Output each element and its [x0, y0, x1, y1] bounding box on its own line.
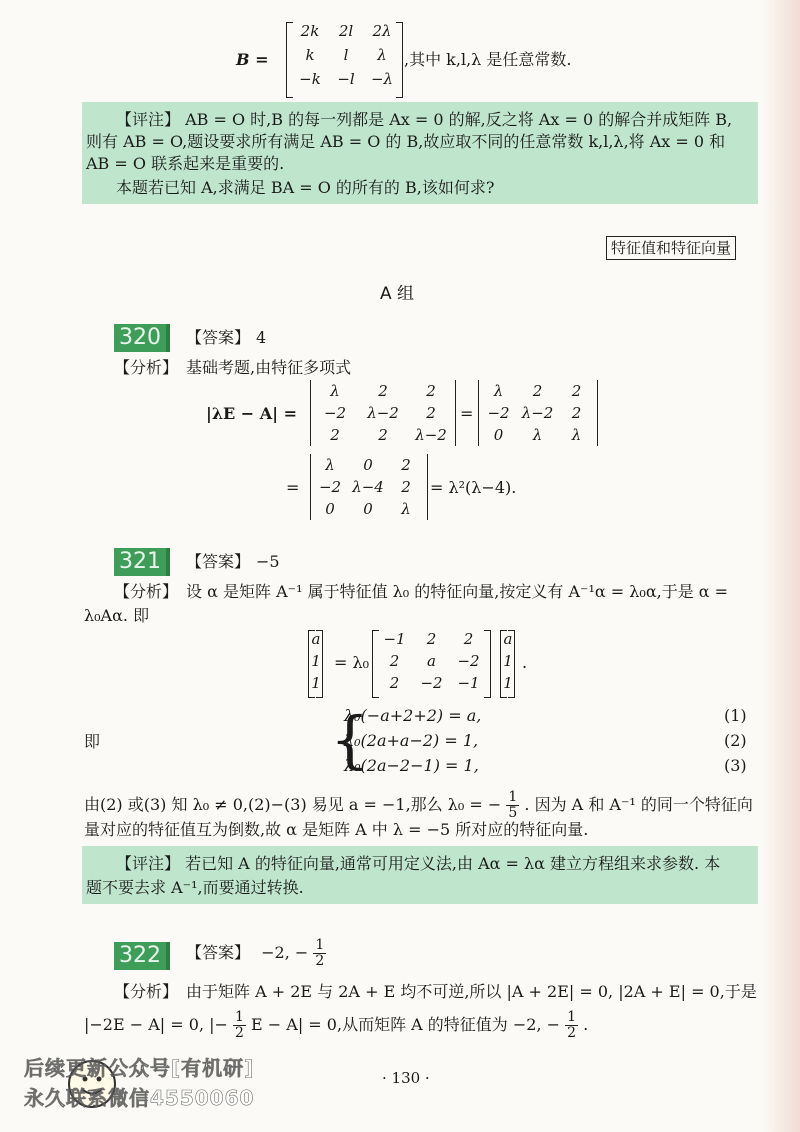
comment2-line2: 题不要去求 A⁻¹,而要通过转换. [86, 878, 304, 897]
matrix-cell: 2λ [372, 22, 392, 40]
matrix-cell: 0 [363, 456, 373, 474]
q321-eqnum2: (2) [724, 731, 747, 750]
matrix-cell: 2 [401, 478, 411, 496]
vector-entry: 1 [503, 652, 513, 670]
q321-eq3: λ₀(2a−2−1) = 1, [344, 756, 479, 775]
fraction-one-fifth [506, 790, 519, 821]
vector-entry: a [311, 630, 321, 648]
matrix-cell: 2 [389, 674, 400, 692]
matrix-cell: λ [532, 426, 543, 444]
q321-conclusion-1 [84, 790, 753, 821]
q321-eqnum1: (1) [724, 706, 747, 725]
matrix-cell: 2 [426, 630, 437, 648]
matrix-cell: λ [325, 456, 335, 474]
matrix-cell: λ [401, 500, 411, 518]
vector-entry: 1 [311, 652, 321, 670]
b-note: ,其中 k,l,λ 是任意常数. [404, 50, 572, 69]
matrix-cell: −k [299, 70, 321, 88]
q321-conc1b: . 因为 A 和 A⁻¹ 的同一个特征向 [524, 795, 753, 814]
fraction-one-half [313, 938, 326, 969]
q322-answer: −2, − [261, 943, 309, 962]
matrix-cell: −l [337, 70, 355, 88]
matrix-cell: 2 [426, 382, 436, 400]
matrix-cell: 2 [426, 404, 436, 422]
matrix-cell: −2 [323, 404, 347, 422]
b-label: B = [236, 50, 269, 69]
watermark-line-1: 后续更新公众号[有机研] [24, 1056, 255, 1080]
matrix-cell: λ [330, 382, 340, 400]
matrix-cell: l [343, 46, 349, 64]
q320-analysis-label: 【分析】 [114, 358, 179, 377]
matrix-cell: λ−2 [521, 404, 554, 422]
comment-box-2 [82, 846, 758, 904]
q322-line2 [84, 1010, 588, 1041]
frac-num: 1 [235, 1009, 244, 1025]
q322-line2b: E − A| = 0,从而矩阵 A 的特征值为 −2, − [251, 1015, 561, 1034]
matrix-cell: 0 [325, 500, 335, 518]
matrix-cell: λ−2 [367, 404, 399, 422]
matrix-cell: λ [571, 426, 582, 444]
frac-den: 5 [508, 805, 518, 821]
comment2-line1: 【评注】 若已知 A 的特征向量,通常可用定义法,由 Aα = λα 建立方程组来求参数. 本 [116, 854, 721, 873]
frac-num: 1 [315, 937, 325, 953]
question-number-320: 320 [114, 324, 170, 352]
q321-answer-label: 【答案】 [186, 552, 251, 571]
q321-eq1: λ₀(−a+2+2) = a, [344, 706, 482, 725]
matrix-cell: 2 [330, 426, 340, 444]
frac-num: 1 [508, 789, 518, 805]
matrix-cell: −2 [457, 652, 480, 670]
comment1-line4: 本题若已知 A,求满足 BA = O 的所有的 B,该如何求? [116, 178, 495, 197]
fraction-one-half-3 [565, 1010, 578, 1041]
page-number: · 130 · [382, 1069, 430, 1087]
q320-eq2: = [286, 478, 300, 497]
matrix-cell: k [305, 46, 315, 64]
watermark-line-2: 永久联系微信4550060 [24, 1086, 255, 1110]
section-title: 特征值和特征向量 [606, 236, 736, 260]
matrix-cell: 2 [571, 404, 582, 422]
question-number-321: 321 [114, 548, 170, 576]
comment-box-1 [82, 102, 758, 204]
frac-num: 1 [567, 1009, 577, 1025]
matrix-cell: 2l [338, 22, 354, 40]
matrix-cell: a [427, 652, 436, 670]
matrix-cell: 2 [532, 382, 543, 400]
matrix-cell: 0 [363, 500, 373, 518]
matrix-cell: −1 [383, 630, 406, 648]
frac-den: 2 [315, 953, 325, 969]
q321-ji: 即 [84, 732, 101, 751]
frac-den: 2 [567, 1025, 577, 1041]
comment1-line2: 则有 AB = O,题设要求所有满足 AB = O 的 B,故应取不同的任意常数 k,l,λ,将 Ax = 0 和 [86, 132, 726, 151]
group-title: A 组 [380, 284, 415, 304]
matrix-cell: 0 [493, 426, 504, 444]
q322-line2a: |−2E − A| = 0, |− [84, 1015, 228, 1034]
q320-analysis: 基础考题,由特征多项式 [186, 358, 352, 377]
q320-determinant-3 [310, 454, 428, 520]
q321-analysis-label: 【分析】 [114, 582, 179, 601]
page-edge-shadow [762, 0, 800, 1132]
matrix-cell: −λ [370, 70, 394, 88]
fraction-one-half-2 [233, 1010, 246, 1041]
matrix-cell: 2k [300, 22, 320, 40]
matrix-cell: −1 [457, 674, 480, 692]
q320-determinant-2 [478, 380, 598, 446]
matrix-cell: 2 [401, 456, 411, 474]
q320-result: = λ²(λ−4). [430, 478, 517, 497]
vector-entry: 1 [311, 674, 321, 692]
matrix-cell: λ [493, 382, 504, 400]
matrix-cell: 2 [463, 630, 474, 648]
q321-period: . [522, 653, 528, 672]
system-brace: { [330, 703, 370, 776]
matrix-cell: 2 [389, 652, 400, 670]
matrix-cell: λ−2 [415, 426, 447, 444]
matrix-cell: λ−4 [352, 478, 384, 496]
q321-conc1a: 由(2) 或(3) 知 λ₀ ≠ 0,(2)−(3) 易见 a = −1,那么 λ₀ = − [84, 795, 502, 814]
q322-answer-row [186, 938, 326, 969]
vector-entry: 1 [503, 674, 513, 692]
matrix-cell: −2 [487, 404, 510, 422]
q320-answer: 4 [256, 328, 267, 347]
frac-den: 2 [235, 1025, 244, 1041]
q320-eq: = [460, 404, 474, 423]
q320-lhs: |λE − A| = [206, 404, 297, 423]
comment1-line1: 【评注】 AB = O 时,B 的每一列都是 Ax = 0 的解,反之将 Ax = 0 的解合并成矩阵 B, [116, 110, 733, 129]
q320-answer-label: 【答案】 [186, 328, 251, 347]
q321-lambda0: = λ₀ [334, 653, 370, 672]
q321-line2: λ₀Aα. 即 [84, 606, 150, 625]
comment1-line3: AB = O 联系起来是重要的. [86, 154, 285, 173]
q321-conclusion-2: 量对应的特征值互为倒数,故 α 是矩阵 A 中 λ = −5 所对应的特征向量. [84, 820, 589, 839]
q321-line1: 设 α 是矩阵 A⁻¹ 属于特征值 λ₀ 的特征向量,按定义有 A⁻¹α = λ₀α,于是 α = [186, 582, 729, 601]
vector-entry: a [503, 630, 513, 648]
matrix-cell: 2 [378, 426, 388, 444]
q322-answer-label: 【答案】 [186, 943, 251, 962]
matrix-cell: λ [377, 46, 387, 64]
matrix-cell: 2 [571, 382, 582, 400]
matrix-cell: 2 [378, 382, 388, 400]
q321-eqnum3: (3) [724, 756, 747, 775]
question-number-322: 322 [114, 942, 170, 970]
q322-line2c: . [583, 1015, 589, 1034]
q321-eq2: λ₀(2a+a−2) = 1, [344, 731, 479, 750]
matrix-cell: −2 [420, 674, 443, 692]
q321-answer: −5 [256, 552, 280, 571]
q322-analysis-label: 【分析】 [114, 982, 179, 1001]
q322-line1: 由于矩阵 A + 2E 与 2A + E 均不可逆,所以 |A + 2E| = 0, |2A + E| = 0,于是 [186, 982, 757, 1001]
matrix-cell: −2 [318, 478, 342, 496]
q320-determinant-1 [310, 380, 456, 446]
